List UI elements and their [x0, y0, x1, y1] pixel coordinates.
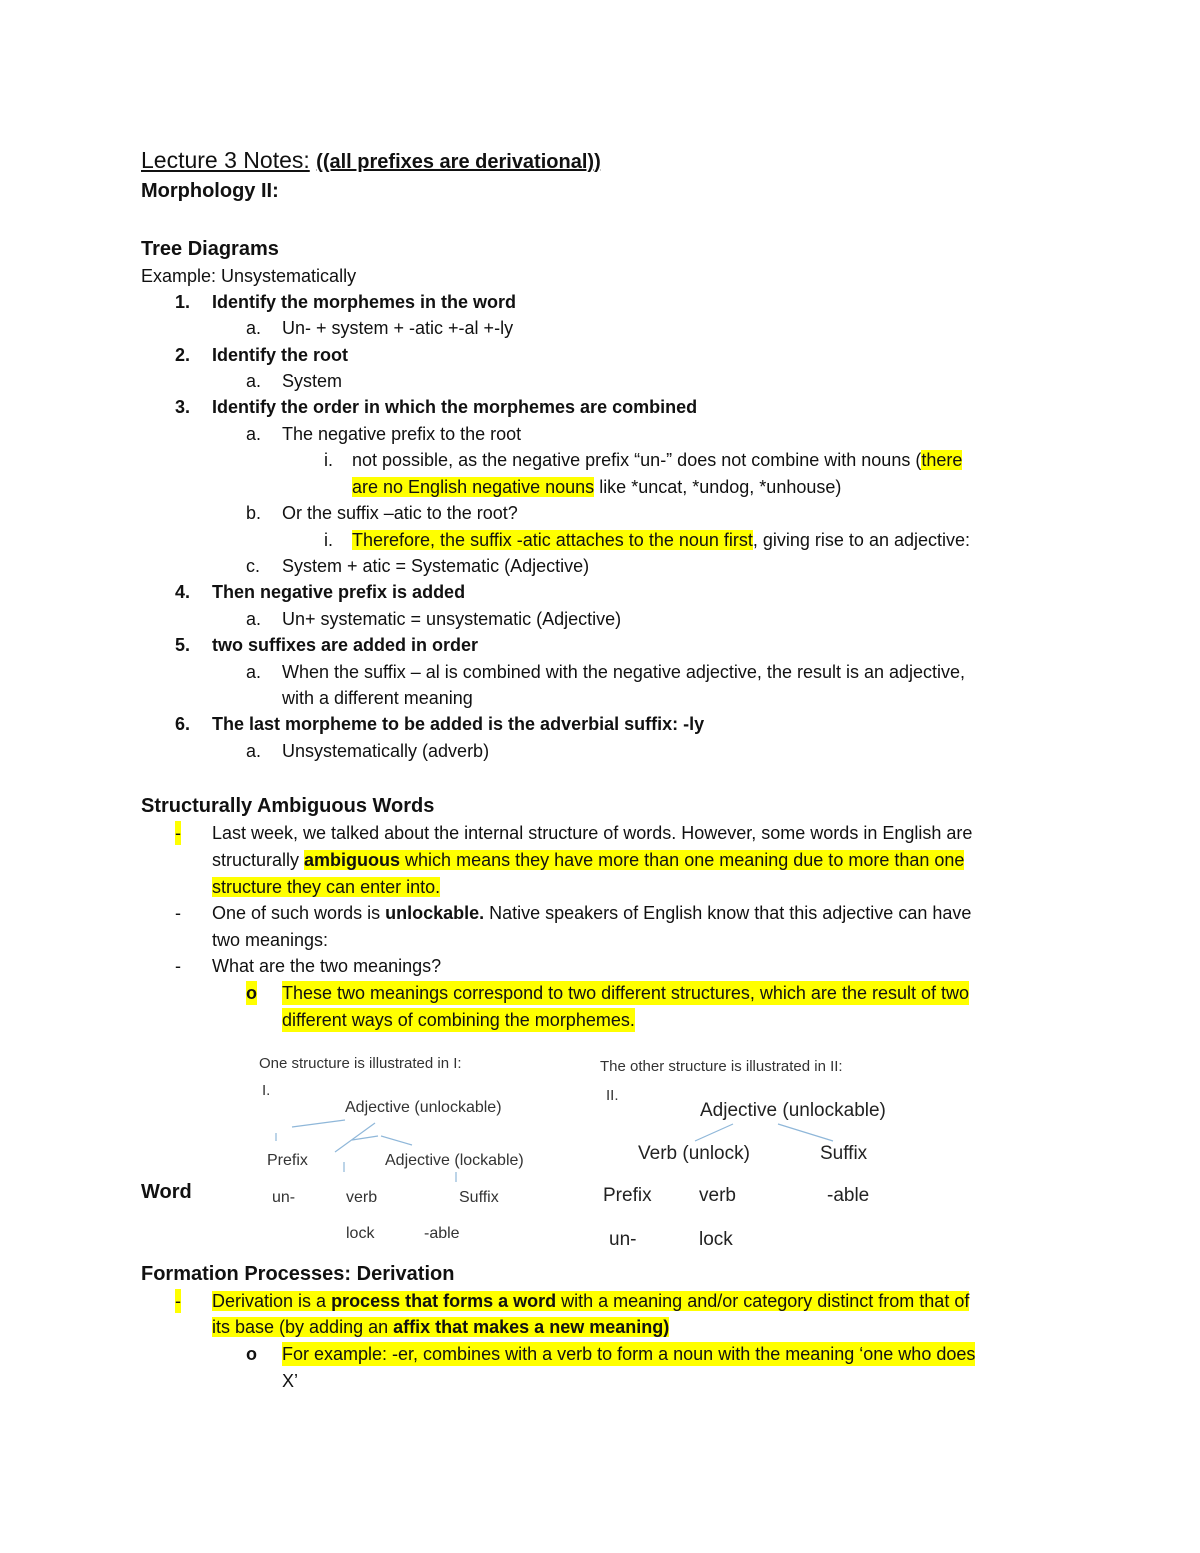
sub-step-letter: a. [246, 371, 262, 391]
sub-bullet-marker: o [246, 1344, 257, 1364]
title-main: Lecture 3 Notes: [141, 147, 310, 173]
sub-sub-step-text: not possible, as the negative prefix “un-” does not combine with nouns (there [352, 450, 963, 470]
tree-leaf-un-left: un- [272, 1189, 296, 1206]
sub-step-text: System + atic = Systematic (Adjective) [282, 556, 590, 576]
tree-node-root-left: Adjective (unlockable) [345, 1099, 502, 1116]
bullet-text-cont: two meanings: [212, 930, 329, 950]
title-paren: ((all prefixes are derivational)) [316, 151, 601, 173]
step-number: 3. [175, 397, 191, 417]
sub-step-text: Or the suffix –atic to the root? [282, 503, 518, 523]
diagram-caption-right: The other structure is illustrated in II: [600, 1058, 843, 1075]
tree-leaf-un-right: un- [609, 1229, 637, 1250]
bullet-marker: - [175, 1291, 181, 1311]
sub-step-letter: a. [246, 662, 262, 682]
step-number: 2. [175, 345, 191, 365]
tree-node-adjective-left: Adjective (lockable) [385, 1152, 524, 1169]
diagram-caption-left: One structure is illustrated in I: [259, 1055, 462, 1072]
step-text: Identify the root [212, 345, 348, 365]
tree-leaf-able-left: -able [424, 1225, 460, 1242]
bullet-marker: - [175, 956, 181, 976]
sub-step-text: Un- + system + -atic +-al +-ly [282, 318, 514, 338]
sub-step-text: The negative prefix to the root [282, 424, 522, 444]
step-number: 4. [175, 582, 191, 602]
diagram-numeral-left: I. [262, 1082, 271, 1099]
sub-sub-step-roman: i. [324, 450, 333, 470]
step-text: Identify the order in which the morphemes are combined [212, 397, 698, 417]
page-subtitle: Morphology II: [141, 180, 279, 202]
step-number: 6. [175, 714, 191, 734]
sub-step-letter: b. [246, 503, 262, 523]
sub-step-letter: c. [246, 556, 261, 576]
sub-bullet-text-cont: X’ [282, 1371, 299, 1391]
tree-edge [381, 1136, 412, 1145]
sub-bullet-marker: o [246, 983, 257, 1003]
step-number: 1. [175, 292, 191, 312]
sub-step-text: When the suffix – al is combined with the negative adjective, the result is an adjective, [282, 662, 966, 682]
sub-bullet-text: These two meanings correspond to two different structures, which are the result of two [282, 983, 970, 1003]
tree-leaf-lock-right: lock [699, 1229, 733, 1250]
sub-step-text-cont: with a different meaning [282, 688, 473, 708]
tree-edge [292, 1120, 345, 1127]
sub-step-text: System [282, 371, 343, 391]
bullet-marker: - [175, 903, 181, 923]
sub-bullet-text: For example: -er, combines with a verb to form a noun with the meaning ‘one who does [282, 1344, 976, 1364]
sub-sub-step-roman: i. [324, 530, 333, 550]
tree-node-verb-leaf-right: verb [699, 1185, 736, 1206]
step-text: two suffixes are added in order [212, 635, 479, 655]
sub-sub-step-text-cont: are no English negative nouns like *uncat, *undog, *unhouse) [352, 477, 842, 497]
tree-node-verb-right: Verb (unlock) [638, 1143, 750, 1164]
bullet-text-cont: its base (by adding an affix that makes a new meaning) [212, 1317, 670, 1337]
bullet-text: Derivation is a process that forms a word with a meaning and/or category distinct from that of [212, 1291, 970, 1311]
sub-step-letter: a. [246, 318, 262, 338]
tree-node-suffix-right: Suffix [820, 1143, 868, 1164]
step-number: 5. [175, 635, 191, 655]
bullet-text-cont: structure they can enter into. [212, 877, 441, 897]
diagram-numeral-right: II. [606, 1087, 619, 1104]
tree-leaf-lock-left: lock [346, 1225, 375, 1242]
step-text: Then negative prefix is added [212, 582, 466, 602]
bullet-text-cont: structurally ambiguous which means they have more than one meaning due to more than one [212, 850, 965, 870]
step-text: Identify the morphemes in the word [212, 292, 517, 312]
tree-node-suffix-left: Suffix [459, 1189, 499, 1206]
bullet-text: Last week, we talked about the internal structure of words. However, some words in English are [212, 823, 973, 843]
tree-node-root-right: Adjective (unlockable) [700, 1100, 886, 1121]
sub-step-text: Unsystematically (adverb) [282, 741, 490, 761]
sub-sub-step-text: Therefore, the suffix -atic attaches to the noun first, giving rise to an adjective: [352, 530, 971, 550]
tree-node-prefix-right: Prefix [603, 1185, 652, 1206]
sub-step-text: Un+ systematic = unsystematic (Adjective) [282, 609, 622, 629]
example-line: Example: Unsystematically [141, 266, 357, 286]
sub-bullet-text-cont: different ways of combining the morphemes. [282, 1010, 635, 1030]
bullet-text: One of such words is unlockable. Native speakers of English know that this adjective can have [212, 903, 972, 923]
word-label: Word [141, 1181, 192, 1203]
sub-step-letter: a. [246, 741, 262, 761]
sub-step-letter: a. [246, 609, 262, 629]
section-heading-derivation: Formation Processes: Derivation [141, 1263, 455, 1285]
bullet-marker: - [175, 823, 181, 843]
tree-node-verb-left: verb [346, 1189, 378, 1206]
section-heading-ambiguous: Structurally Ambiguous Words [141, 795, 435, 817]
step-text: The last morpheme to be added is the adverbial suffix: -ly [212, 714, 705, 734]
bullet-text: What are the two meanings? [212, 956, 442, 976]
section-heading-tree-diagrams: Tree Diagrams [141, 238, 279, 260]
tree-leaf-able-right: -able [827, 1185, 870, 1206]
tree-edge [695, 1124, 733, 1141]
sub-step-letter: a. [246, 424, 262, 444]
tree-edge [778, 1124, 833, 1141]
tree-node-prefix-left: Prefix [267, 1152, 308, 1169]
